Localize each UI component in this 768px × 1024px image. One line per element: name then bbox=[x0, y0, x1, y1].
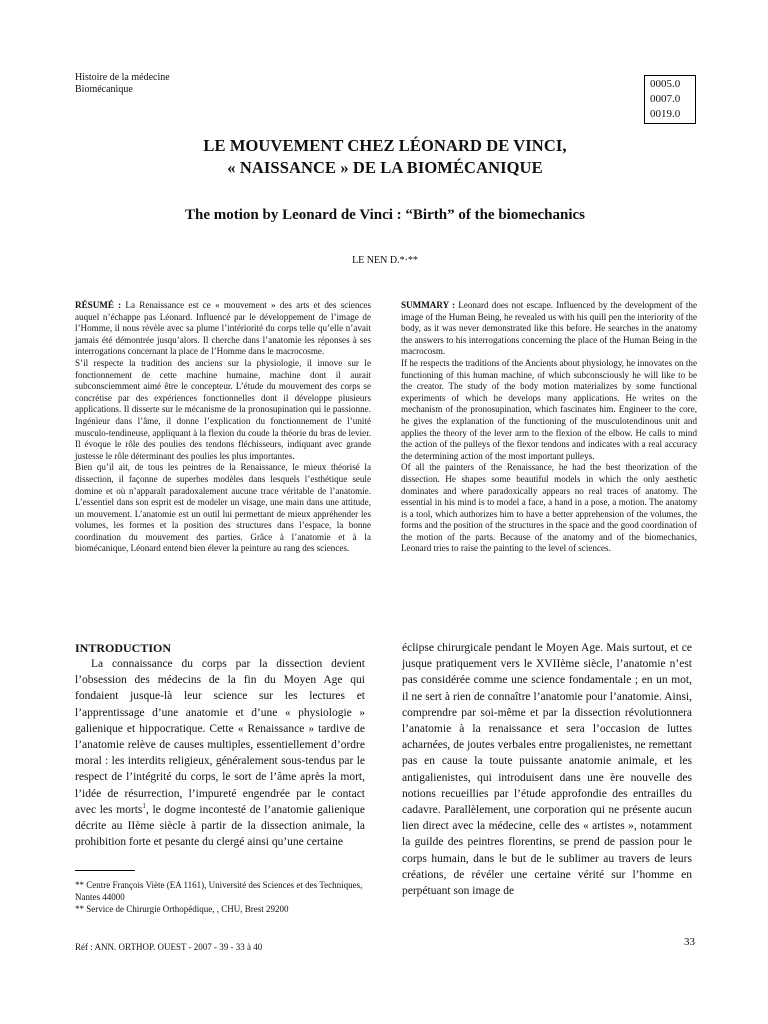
journal-section-header bbox=[75, 72, 170, 96]
introduction-paragraph: La connaissance du corps par la dissection devient l’obsession des médecins de la fin du Moyen Age qui fondaient jusque-là leur science sur les lectures et l’apprentissage d’une anatomie et d’une « physiologie » galienique et hippocratique. Cette « Renaissance » tardive de l’anatomie relève de causes multiples, essentiellement d’ordre moral : les interdits religieux, généralement sous-tendus par le respect de l’intégrité du corps, le sort de l’âme après la mort, l’idée de résurrection, l’impureté engendrée par le contact avec les morts$^1$, le dogme incontesté de l’anatomie galienique décrite au IIème siècle à partir de la dissection animale, la prohibition forte et pesante du clergé ainsi qu’une certaine bbox=[75, 658, 365, 849]
footnote-divider bbox=[75, 870, 135, 871]
resume-paragraph: S’il respecte la tradition des anciens sur la physiologie, il innove sur le fonctionnement de cette machine humaine, machine dont il aurait subconsciemment aimé être le concepteur. L’étude du mouvement des corps se concrétise par des expériences fonctionnelles dont il développe plusieurs applications. Il disserte sur le mécanisme de la pronosupination qui le passionne. Ingénieur dans l’âme, il donne l’explication du fonctionnement de l’unité musculo-tendineuse, appliquant à la flexion du coude la théorie du bras de levier. Il évoque le rôle des poulies des tendons fléchisseurs, indiquant avec grande justesse le rôle déterminant des poulies les plus importantes. bbox=[75, 357, 371, 461]
title-line-2: « NAISSANCE » DE LA BIOMÉCANIQUE bbox=[227, 158, 543, 177]
page-number: 33 bbox=[684, 936, 695, 948]
resume-label: RÉSUMÉ : bbox=[75, 300, 122, 310]
code-1: 0005.0 bbox=[650, 78, 681, 90]
footnote-ref: 1 bbox=[142, 802, 146, 810]
footnotes bbox=[75, 879, 375, 915]
summary-paragraph: Of all the painters of the Renaissance, he had the best theorization of the dissection. He shapes some beautiful models in which the only aesthetic dominates and where paradoxically appears no real traces of anatomy. The essential in his mind is to model a face, a hand in a pose, a motion. The anatomy is a tool, which authorizes him to have a better apprehension of the volumes, the forms and the position of the structures in the space and the good coordination of the motion of the parts. Because of the anatomy and of the biomechanics, Leonard tries to raise the painting to the level of sciences. bbox=[401, 462, 697, 554]
introduction-heading: INTRODUCTION bbox=[75, 641, 172, 655]
resume-paragraph: RÉSUMÉ : La Renaissance est ce « mouvement » des arts et des sciences auquel n’échappe pas Léonard. Influencé par le développement de l’image de l’Homme, il nous révèle avec sa plume l’intériorité du corps telle qu’elle n’avait jamais été démontrée jusqu’alors. Il cherche dans l’anatomie les réponses à ses interrogations concernant la place de l’Homme dans le macrocosme. bbox=[75, 300, 371, 357]
introduction-continued: éclipse chirurgicale pendant le Moyen Age. Mais surtout, et ce jusque pratiquement vers le XVIIème siècle, l’anatomie n’est pas considérée comme une science fondamentale ; en un mot, il ne sert à rien de connaître l’anatomie pour l’anatomie. Ainsi, comprendre par soi-même et par la dissection révolutionnera l’anatomie à la renaissance et sera l’occasion de luttes acharnées, de joutes verbales entre progalienistes, ne remettant pas en cause la toute puissante anatomie animale, et les antigalienistes, qui introduisent dans une ère nouvelle des notions recueillies par l’étude approfondie des entrailles du cadavre. Parallèlement, une corporation qui ne présente aucun lien direct avec la médecine, celle des « artistes », notamment la guilde des peintres florentins, se prend de passion pour le corps humain, dans le but de le sublimer au travers de leurs créations, de révéler une certaine vérité sur l’homme en perpétuant son image de bbox=[402, 642, 692, 898]
introduction-right-column bbox=[402, 640, 692, 899]
summary-block bbox=[401, 300, 697, 555]
resume-block bbox=[75, 300, 371, 555]
classification-codes-box bbox=[644, 75, 696, 124]
category-biomechanics: Biomécanique bbox=[75, 84, 133, 95]
summary-paragraph: SUMMARY : Leonard does not escape. Influenced by the development of the image of the Human Being, he revealed us with his quill pen the interiority of the body, as it was never demonstrated like this before. He searches in the anatomy the answers to his interrogations concerning the place of the Human Being in the macrocosm. bbox=[401, 300, 697, 357]
code-2: 0007.0 bbox=[650, 93, 681, 105]
summary-paragraph: If he respects the traditions of the Ancients about physiology, he innovates on the functioning of this human machine, of which subconsciously he will like to be the creator. The study of the body motion materializes by some functional experiments of which he develops many applications. He writes on the mechanism of the pronosupination, which fascinates him. Engineer to the core, he gives the explanation of the functioning of the musculotendinous unit and applies the theory of the lever arm to the flexion of the elbow. He calls to mind the action of the pulleys of the flexor tendons and indicates with a real accuracy the determining action of the most important pulleys. bbox=[401, 357, 697, 461]
title-line-1: LE MOUVEMENT CHEZ LÉONARD DE VINCI, bbox=[203, 136, 567, 155]
article-title bbox=[70, 135, 700, 179]
english-title: The motion by Leonard de Vinci : “Birth” of the biomechanics bbox=[184, 207, 585, 223]
journal-reference: Réf : ANN. ORTHOP. OUEST - 2007 - 39 - 33 à 40 bbox=[75, 942, 263, 952]
author-line: LE NEN D.*·** bbox=[352, 255, 418, 266]
category-history: Histoire de la médecine bbox=[75, 72, 170, 83]
summary-label: SUMMARY : bbox=[401, 300, 456, 310]
introduction-left-column bbox=[75, 640, 365, 850]
footnote-affiliation-1: ** Centre François Viète (EA 1161), Université des Sciences et des Techniques, Nantes 44000 bbox=[75, 880, 363, 902]
resume-paragraph: Bien qu’il ait, de tous les peintres de la Renaissance, le mieux théorisé la dissection, il façonne de superbes modèles dans lesquels l’esthétique seule domine et où n’apparaît paradoxalement aucune trace véritable de l’anatomie. L’essentiel dans son esprit est de modeler un visage, une main dans une attitude, un mouvement. L’anatomie est un outil lui permettant de mieux appréhender les volumes, les formes et la position des structures dans l’espace, la bonne coordination du mouvement des parties. Grâce à l’anatomie et à la biomécanique, Léonard entend bien élever la peinture au rang des sciences. bbox=[75, 462, 371, 554]
footnote-affiliation-2: ** Service de Chirurgie Orthopédique, , CHU, Brest 29200 bbox=[75, 904, 289, 914]
code-3: 0019.0 bbox=[650, 108, 681, 120]
